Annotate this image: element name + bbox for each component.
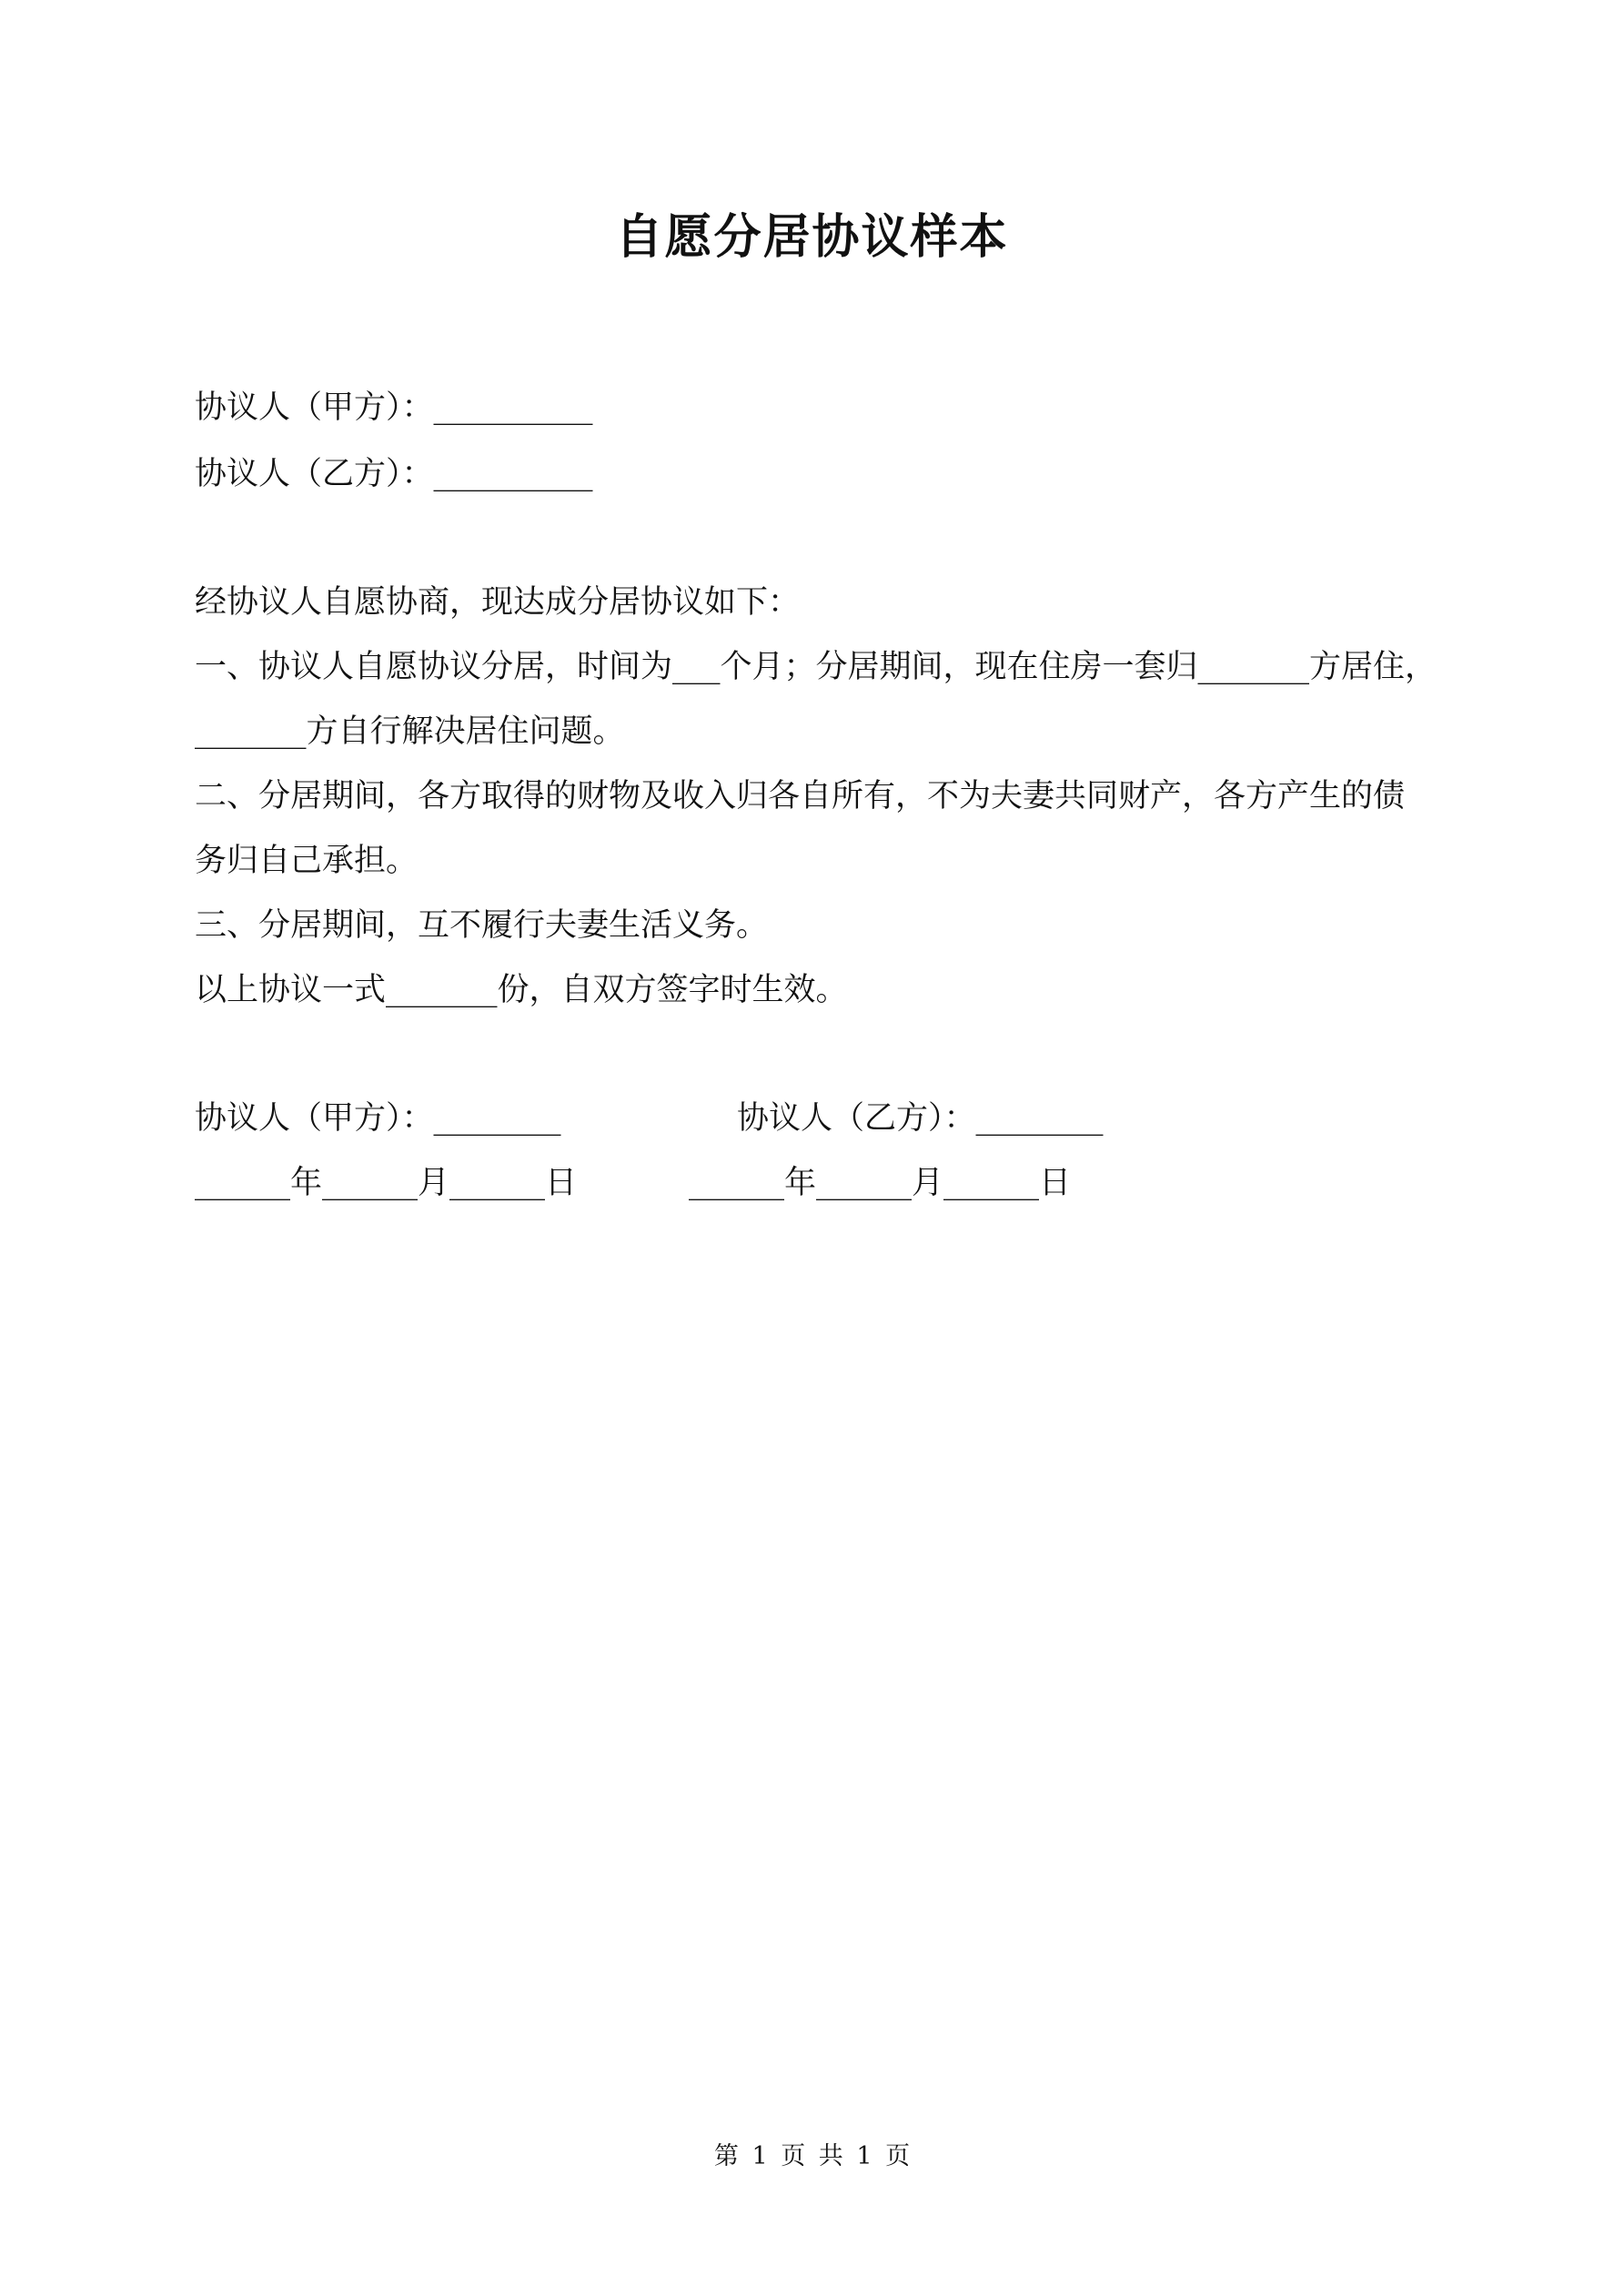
signature-party-b: 协议人（乙方）：________ bbox=[737, 1100, 1104, 1137]
clause-3: 三、分居期间，互不履行夫妻生活义务。 bbox=[195, 907, 769, 944]
date-party-a: ______年______月______日 bbox=[195, 1165, 578, 1201]
party-b-line: 协议人（乙方）：__________ bbox=[195, 456, 593, 492]
signature-party-a: 协议人（甲方）：________ bbox=[195, 1100, 561, 1137]
intro-paragraph: 经协议人自愿协商，现达成分居协议如下： bbox=[195, 584, 801, 621]
clause-1-line-2: _______方自行解决居住问题。 bbox=[195, 713, 625, 750]
clause-1-line-1: 一、协议人自愿协议分居，时间为___个月；分居期间，现在住房一套归_______方居住， bbox=[195, 649, 1437, 685]
date-party-b: ______年______月______日 bbox=[689, 1165, 1072, 1201]
clause-2-line-2: 务归自己承担。 bbox=[195, 843, 419, 879]
closing-paragraph: 以上协议一式_______份，自双方签字时生效。 bbox=[195, 972, 848, 1008]
document-title: 自愿分居协议样本 bbox=[615, 209, 1009, 265]
page-number-footer: 第 1 页 共 1 页 bbox=[713, 2142, 911, 2170]
party-a-line: 协议人（甲方）：__________ bbox=[195, 389, 593, 426]
clause-2-line-1: 二、分居期间，各方取得的财物及收入归各自所有，不为夫妻共同财产，各方产生的债 bbox=[195, 778, 1406, 814]
